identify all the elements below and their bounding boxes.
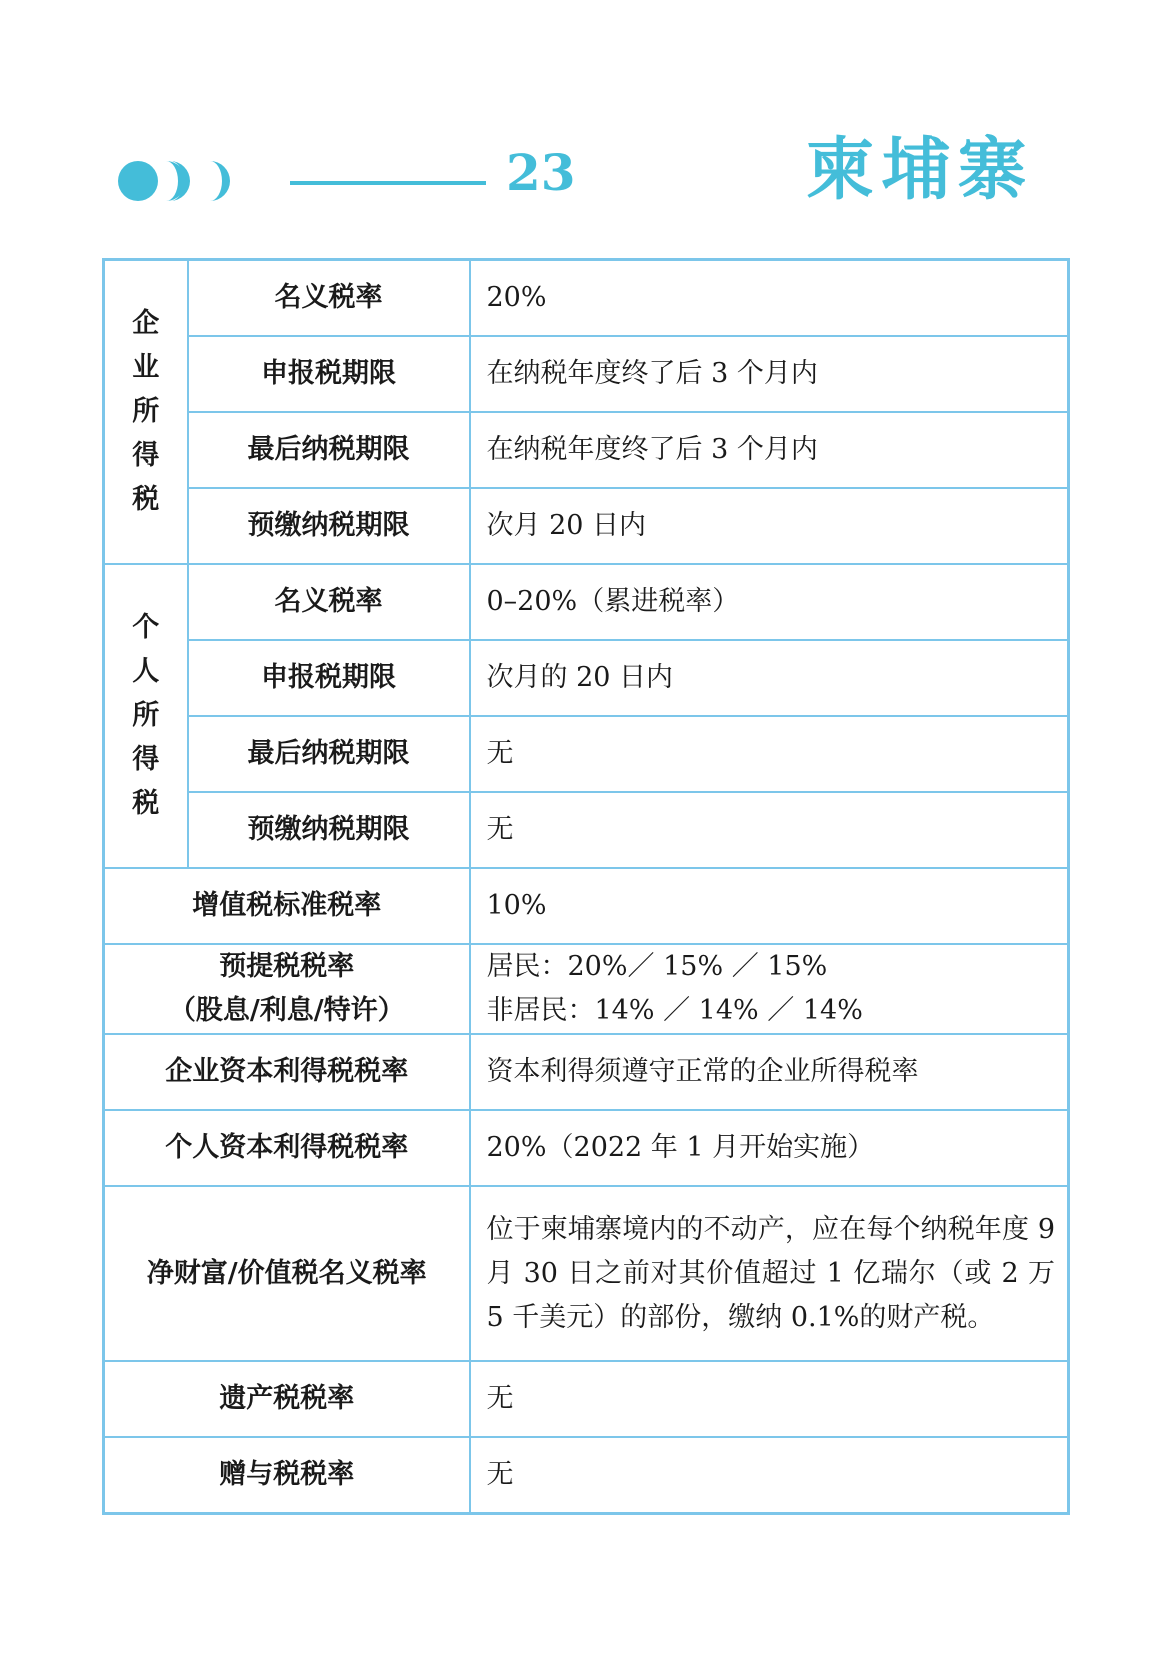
withholding-label: [104, 944, 470, 1034]
header-rule: [290, 181, 486, 185]
table-row: [104, 488, 1069, 564]
net-wealth-value: 位于柬埔寨境内的不动产，应在每个纳税年度 9 月 30 日之前对其价值超过 1 亿瑞尔（或 2 万 5 千美元）的部份，缴纳 0.1%的财产税。: [470, 1186, 1069, 1361]
row-value: 0–20%（累进税率）: [470, 564, 1069, 640]
row-label: 申报税期限: [188, 336, 470, 412]
group-label-personal-income-tax: 个人所得税: [104, 564, 188, 868]
withholding-label-line1: 预提税税率: [219, 951, 355, 982]
personal-capital-gains-value: 20%（2022 年 1 月开始实施）: [470, 1110, 1069, 1186]
withholding-label-line2: （股息/利息/特许）: [168, 995, 405, 1026]
corp-capital-gains-value: 资本利得须遵守正常的企业所得税率: [470, 1034, 1069, 1110]
country-title: 柬埔寨: [806, 130, 1035, 210]
tax-table: [102, 258, 1070, 1515]
table-row: [104, 260, 1069, 337]
corp-capital-gains-label: 企业资本利得税税率: [104, 1034, 470, 1110]
row-value: 次月的 20 日内: [470, 640, 1069, 716]
row-label: 预缴纳税期限: [188, 792, 470, 868]
page-header: [0, 0, 1166, 240]
table-row: [104, 1186, 1069, 1361]
row-value: 在纳税年度终了后 3 个月内: [470, 336, 1069, 412]
table-row: [104, 792, 1069, 868]
row-label: 最后纳税期限: [188, 716, 470, 792]
table-row: [104, 716, 1069, 792]
row-value: 次月 20 日内: [470, 488, 1069, 564]
table-row: [104, 1034, 1069, 1110]
table-row: [104, 1437, 1069, 1514]
table-row: [104, 336, 1069, 412]
row-label: 名义税率: [188, 260, 470, 337]
page-number: 23: [506, 143, 576, 202]
inheritance-label: 遗产税税率: [104, 1361, 470, 1437]
row-value: 无: [470, 792, 1069, 868]
table-row: [104, 1361, 1069, 1437]
net-wealth-label: 净财富/价值税名义税率: [104, 1186, 470, 1361]
table-row: [104, 944, 1069, 1034]
gift-label: 赠与税税率: [104, 1437, 470, 1514]
row-label: 预缴纳税期限: [188, 488, 470, 564]
row-value: 无: [470, 716, 1069, 792]
decorative-dots-icon: [118, 158, 248, 204]
personal-capital-gains-label: 个人资本利得税税率: [104, 1110, 470, 1186]
table-row: [104, 564, 1069, 640]
row-value: 在纳税年度终了后 3 个月内: [470, 412, 1069, 488]
row-label: 最后纳税期限: [188, 412, 470, 488]
withholding-value-nonresident: 非居民：14% ／ 14% ／ 14%: [486, 995, 863, 1026]
vat-value: 10%: [470, 868, 1069, 944]
table-row: [104, 868, 1069, 944]
vat-label: 增值税标准税率: [104, 868, 470, 944]
group-label-corporate-income-tax: 企业所得税: [104, 260, 188, 565]
row-label: 名义税率: [188, 564, 470, 640]
row-value: 20%: [470, 260, 1069, 337]
inheritance-value: 无: [470, 1361, 1069, 1437]
gift-value: 无: [470, 1437, 1069, 1514]
table-row: [104, 640, 1069, 716]
table-row: [104, 1110, 1069, 1186]
table-row: [104, 412, 1069, 488]
withholding-value: [470, 944, 1069, 1034]
row-label: 申报税期限: [188, 640, 470, 716]
withholding-value-resident: 居民：20%／ 15% ／ 15%: [486, 951, 828, 982]
